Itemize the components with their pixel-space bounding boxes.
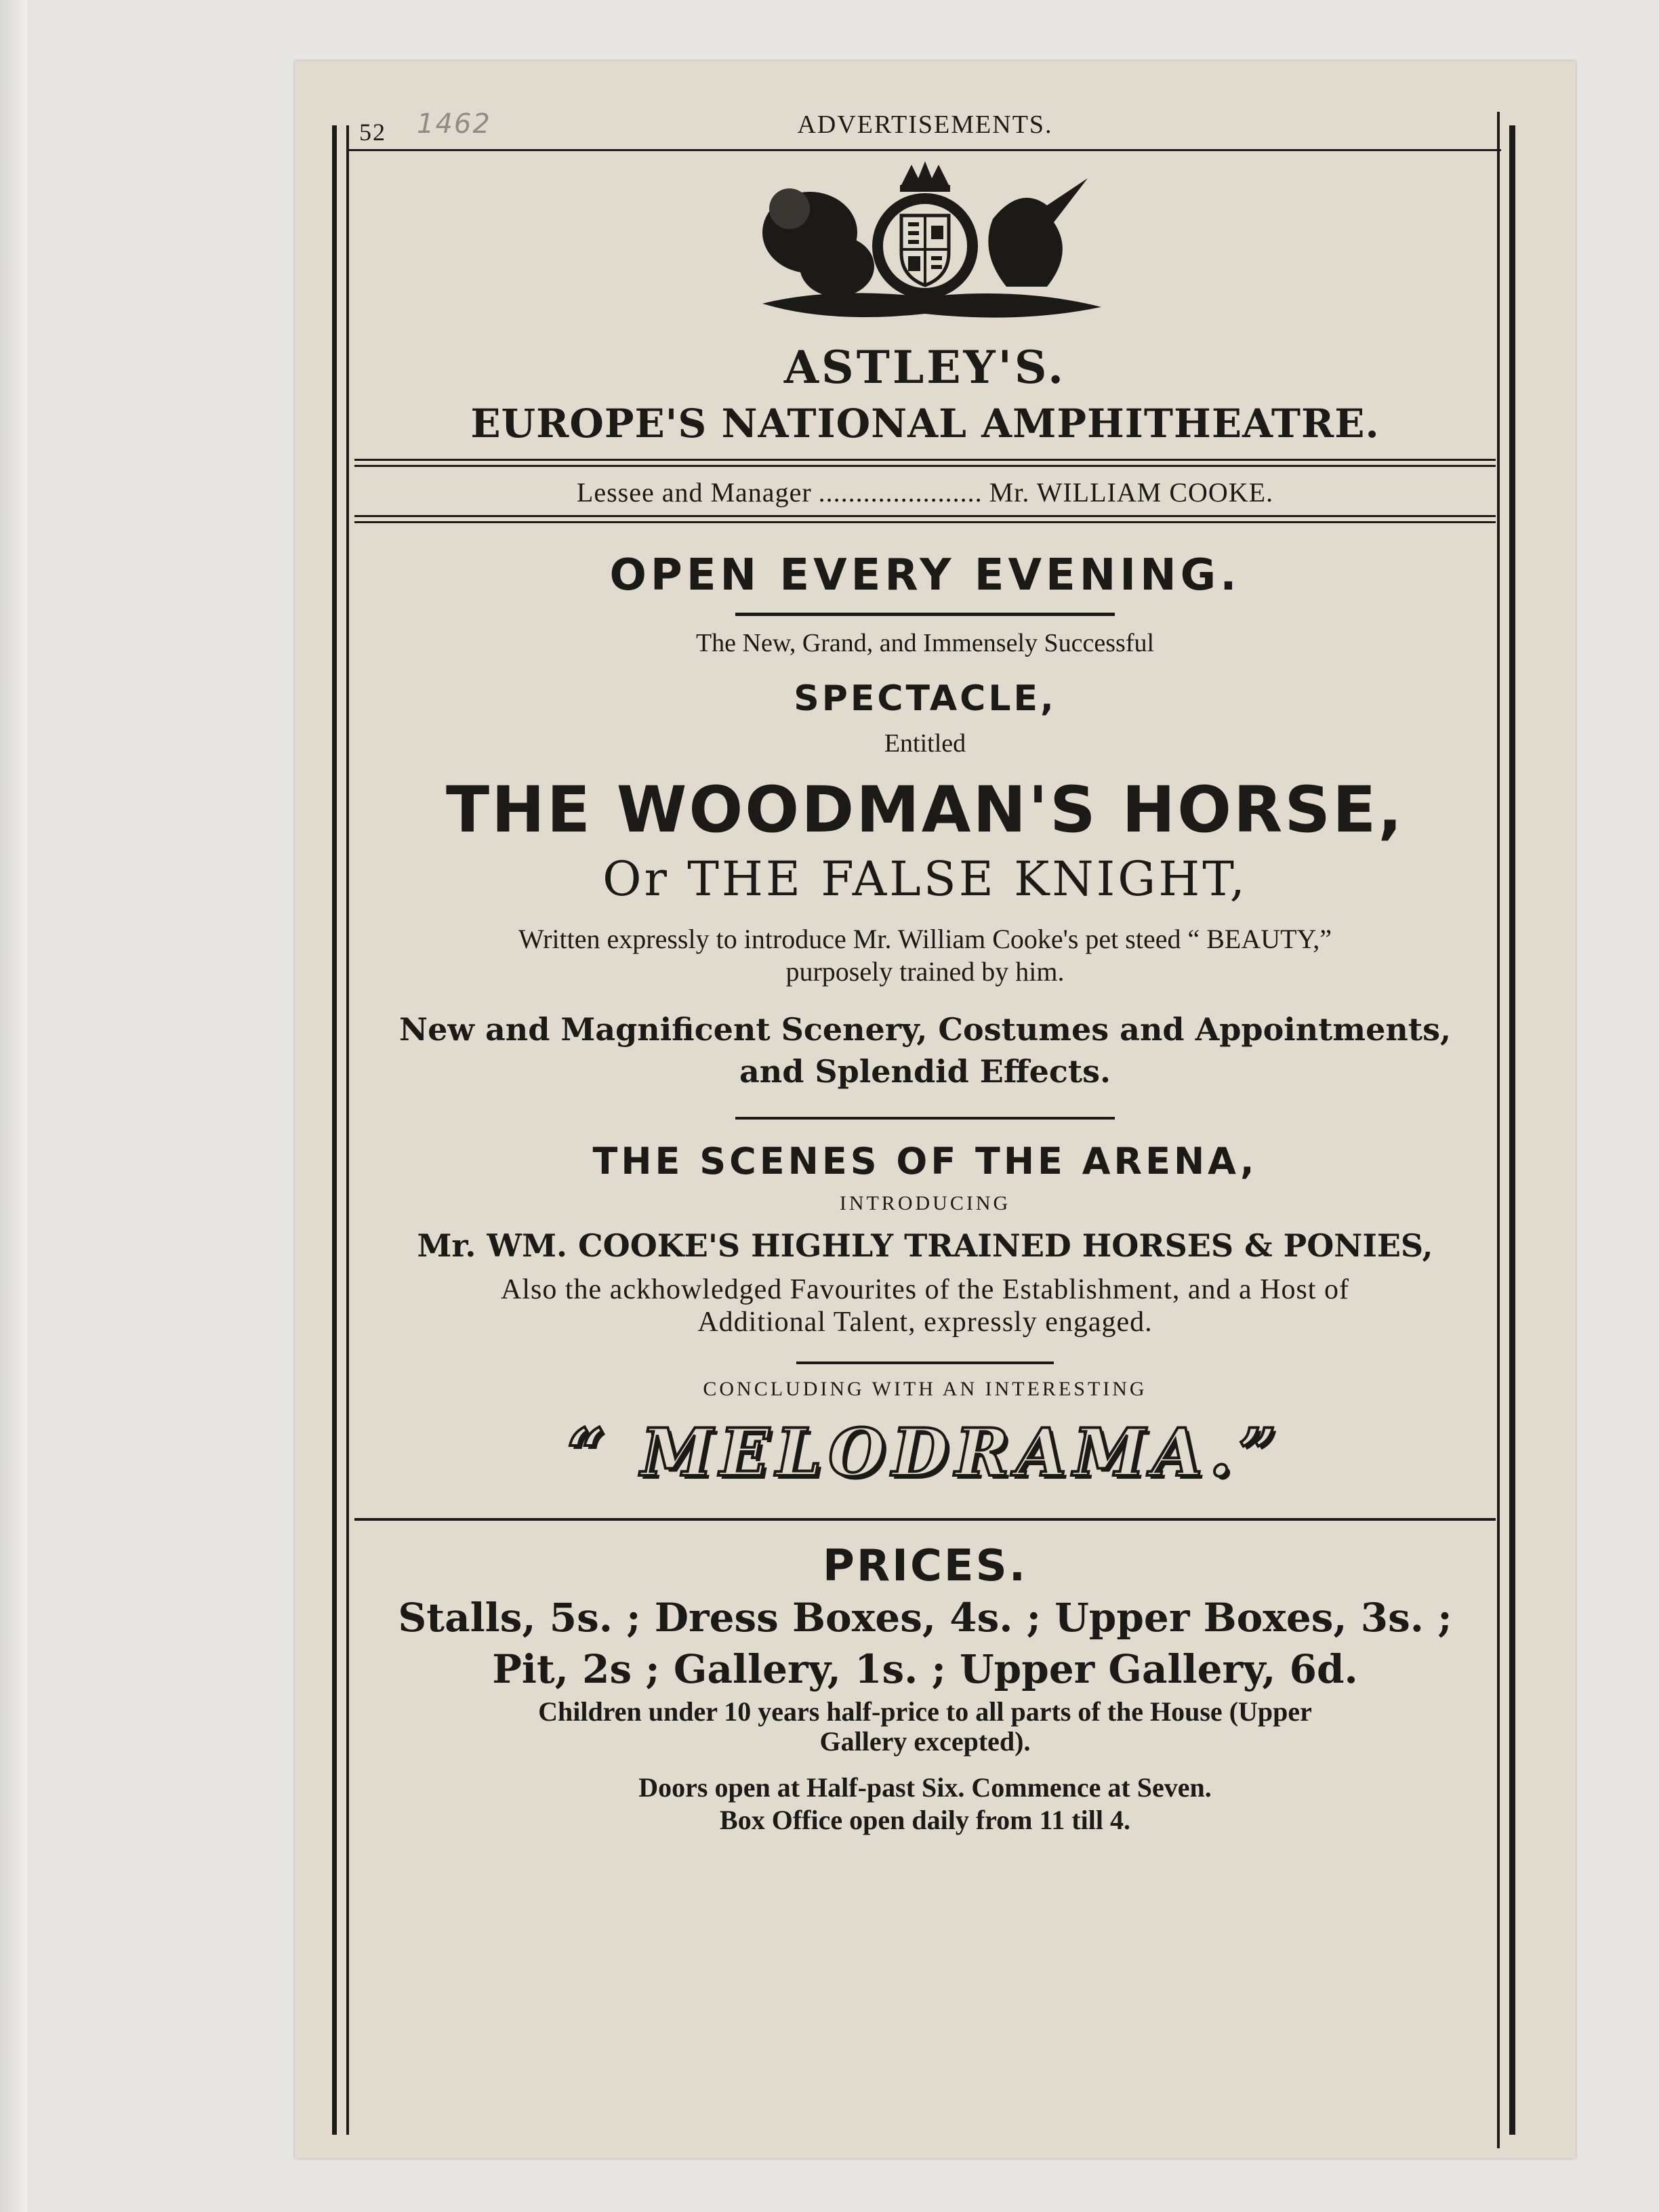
doors-note: [349, 1771, 1501, 1837]
section-rule-2: [796, 1361, 1054, 1364]
favourites-line-1: Also the ackhowledged Favourites of the Establishment, and a Host of: [501, 1274, 1349, 1305]
concluding-label: CONCLUDING WITH AN INTERESTING: [703, 1378, 1147, 1400]
favourites-line-2: Additional Talent, expressly engaged.: [697, 1307, 1153, 1338]
scenery-note: [349, 1008, 1501, 1092]
advertisement-page: [295, 61, 1576, 2158]
scenery-line-2: and Splendid Effects.: [739, 1053, 1111, 1090]
horses-line: Mr. WM. COOKE'S HIGHLY TRAINED HORSES & PONIES,: [417, 1227, 1433, 1264]
section-rule-1: [735, 1117, 1115, 1120]
book-page-edge: [0, 0, 27, 2212]
children-note: [349, 1697, 1501, 1757]
play-title: THE WOODMAN'S HORSE,: [445, 773, 1404, 847]
lessee-leader: ......................: [818, 477, 983, 508]
running-title: ADVERTISEMENTS.: [797, 110, 1053, 139]
written-note: [349, 923, 1501, 988]
scenery-line-1: New and Magnificent Scenery, Costumes and Appointments,: [399, 1011, 1451, 1048]
intro-line: The New, Grand, and Immensely Successful: [695, 629, 1155, 657]
prices-heading: PRICES.: [822, 1541, 1028, 1591]
headline: OPEN EVERY EVENING.: [609, 550, 1241, 600]
prices-line-1: Stalls, 5s. ; Dress Boxes, 4s. ; Upper Boxes, 3s. ;: [398, 1595, 1452, 1641]
play-subtitle: [349, 851, 1501, 907]
written-line-2: purposely trained by him.: [785, 956, 1065, 987]
pencil-annotation: 1462: [417, 108, 491, 140]
lessee-name: Mr. WILLIAM COOKE.: [989, 477, 1274, 508]
theatre-subtitle: EUROPE'S NATIONAL AMPHITHEATRE.: [470, 401, 1380, 447]
spectacle-heading: SPECTACLE,: [794, 678, 1057, 719]
children-line-1: Children under 10 years half-price to all parts of the House (Upper: [538, 1696, 1312, 1727]
introducing-label: INTRODUCING: [839, 1192, 1011, 1214]
lessee-label: Lessee and Manager: [576, 477, 812, 508]
royal-coat-of-arms-icon: [735, 158, 1115, 327]
melodrama-heading: “ MELODRAMA.”: [567, 1414, 1284, 1491]
double-rule-top: [354, 459, 1496, 467]
headline-rule: [735, 613, 1115, 616]
prices-rule: [354, 1518, 1496, 1521]
entitled-label: Entitled: [884, 729, 966, 758]
play-subtitle-text: THE FALSE KNIGHT,: [687, 851, 1248, 907]
arena-heading: THE SCENES OF THE ARENA,: [592, 1140, 1258, 1183]
written-line-1: Written expressly to introduce Mr. William Cooke's pet steed “ BEAUTY,”: [518, 924, 1332, 954]
advertisement-content: [349, 102, 1501, 2108]
running-header: [349, 102, 1501, 151]
play-subtitle-or: Or: [602, 851, 670, 907]
lessee-line: [349, 467, 1501, 512]
page-number: 52: [359, 119, 386, 146]
doors-line: Doors open at Half-past Six. Commence at Seven.: [638, 1772, 1212, 1803]
theatre-name: ASTLEY'S.: [783, 341, 1067, 394]
box-office-line: Box Office open daily from 11 till 4.: [720, 1805, 1130, 1835]
children-line-2: Gallery excepted).: [819, 1726, 1031, 1757]
double-rule-bottom: [354, 515, 1496, 523]
favourites-note: [349, 1273, 1501, 1338]
prices-line-2: Pit, 2s ; Gallery, 1s. ; Upper Gallery, 6d.: [492, 1646, 1358, 1692]
